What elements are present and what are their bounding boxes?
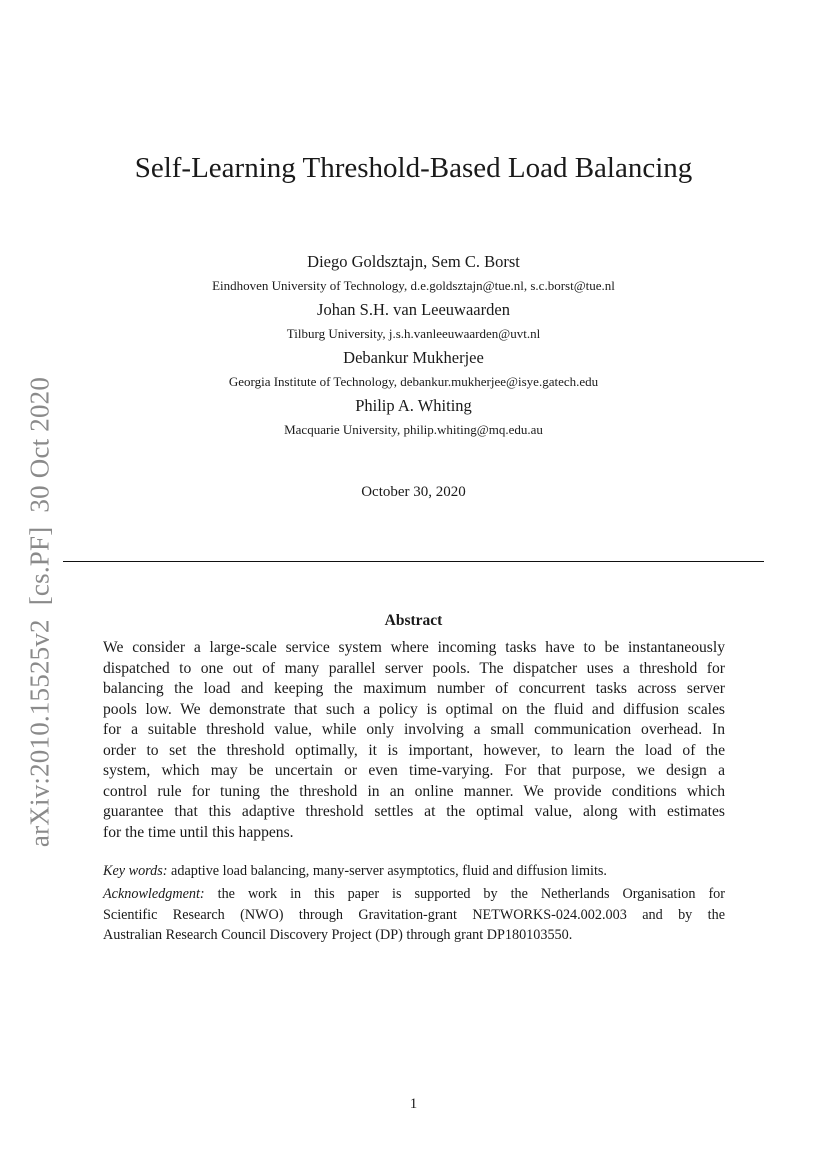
author-affiliation: Eindhoven University of Technology, d.e.goldsztajn@tue.nl, s.c.borst@tue.nl [212, 278, 615, 293]
keywords-label: Key words: [103, 863, 168, 879]
abstract-line: pools low. We demonstrate that such a policy is optimal on the fluid and diffusion scales [103, 700, 725, 718]
paper-date: October 30, 2020 [361, 484, 466, 500]
abstract-line: order to set the threshold optimally, it is important, however, to learn the load of the [103, 741, 725, 759]
page-number: 1 [409, 1096, 418, 1112]
keywords [103, 861, 725, 881]
arxiv-id: arXiv:2010.15525v2 [24, 619, 55, 848]
keywords-text: adaptive load balancing, many-server asymptotics, fluid and diffusion limits. [171, 863, 607, 879]
acknowledgment-text: the work in this paper is supported by the Netherlands Organisation for [217, 886, 725, 902]
author-names: Debankur Mukherjee [343, 348, 484, 367]
acknowledgment-line: Australian Research Council Discovery Project (DP) through grant DP180103550. [103, 927, 573, 943]
abstract-heading: Abstract [384, 612, 443, 629]
acknowledgment-label: Acknowledgment: [103, 886, 205, 902]
acknowledgment-line: Scientific Research (NWO) through Gravitation-grant NETWORKS-024.002.003 and by the [103, 906, 725, 923]
author-affiliation: Tilburg University, j.s.h.vanleeuwaarden@uvt.nl [286, 326, 541, 341]
abstract-line: for a suitable threshold value, while only involving a small communication overhead. In [103, 721, 725, 738]
horizontal-rule [63, 561, 764, 562]
abstract-body [103, 638, 725, 843]
abstract-line: We consider a large-scale service system where incoming tasks have to be instantaneously [103, 639, 725, 656]
arxiv-date: 30 Oct 2020 [24, 376, 55, 513]
author-block [0, 250, 827, 442]
acknowledgment [103, 884, 725, 946]
arxiv-category: [cs.PF] [24, 526, 55, 606]
author-names: Philip A. Whiting [355, 396, 472, 415]
paper-title: Self-Learning Threshold-Based Load Balancing [134, 152, 693, 184]
author-affiliation: Georgia Institute of Technology, debankur.mukherjee@isye.gatech.edu [228, 374, 599, 389]
abstract-line: balancing the load and keeping the maximum number of concurrent tasks across server [103, 680, 725, 697]
abstract-line: for the time until this happens. [103, 823, 294, 841]
abstract-line: guarantee that this adaptive threshold settles at the optimal value, along with estimates [103, 803, 725, 820]
acknowledgment-line [103, 884, 725, 905]
author-names: Johan S.H. van Leeuwaarden [317, 300, 510, 319]
abstract-line: control rule for tuning the threshold in an online manner. We provide conditions which [103, 782, 725, 800]
author-affiliation: Macquarie University, philip.whiting@mq.edu.au [284, 422, 543, 437]
abstract-line: dispatched to one out of many parallel server pools. The dispatcher uses a threshold for [103, 659, 725, 677]
author-names: Diego Goldsztajn, Sem C. Borst [307, 252, 520, 271]
abstract-line: system, which may be uncertain or even time-varying. For that purpose, we design a [103, 762, 725, 779]
